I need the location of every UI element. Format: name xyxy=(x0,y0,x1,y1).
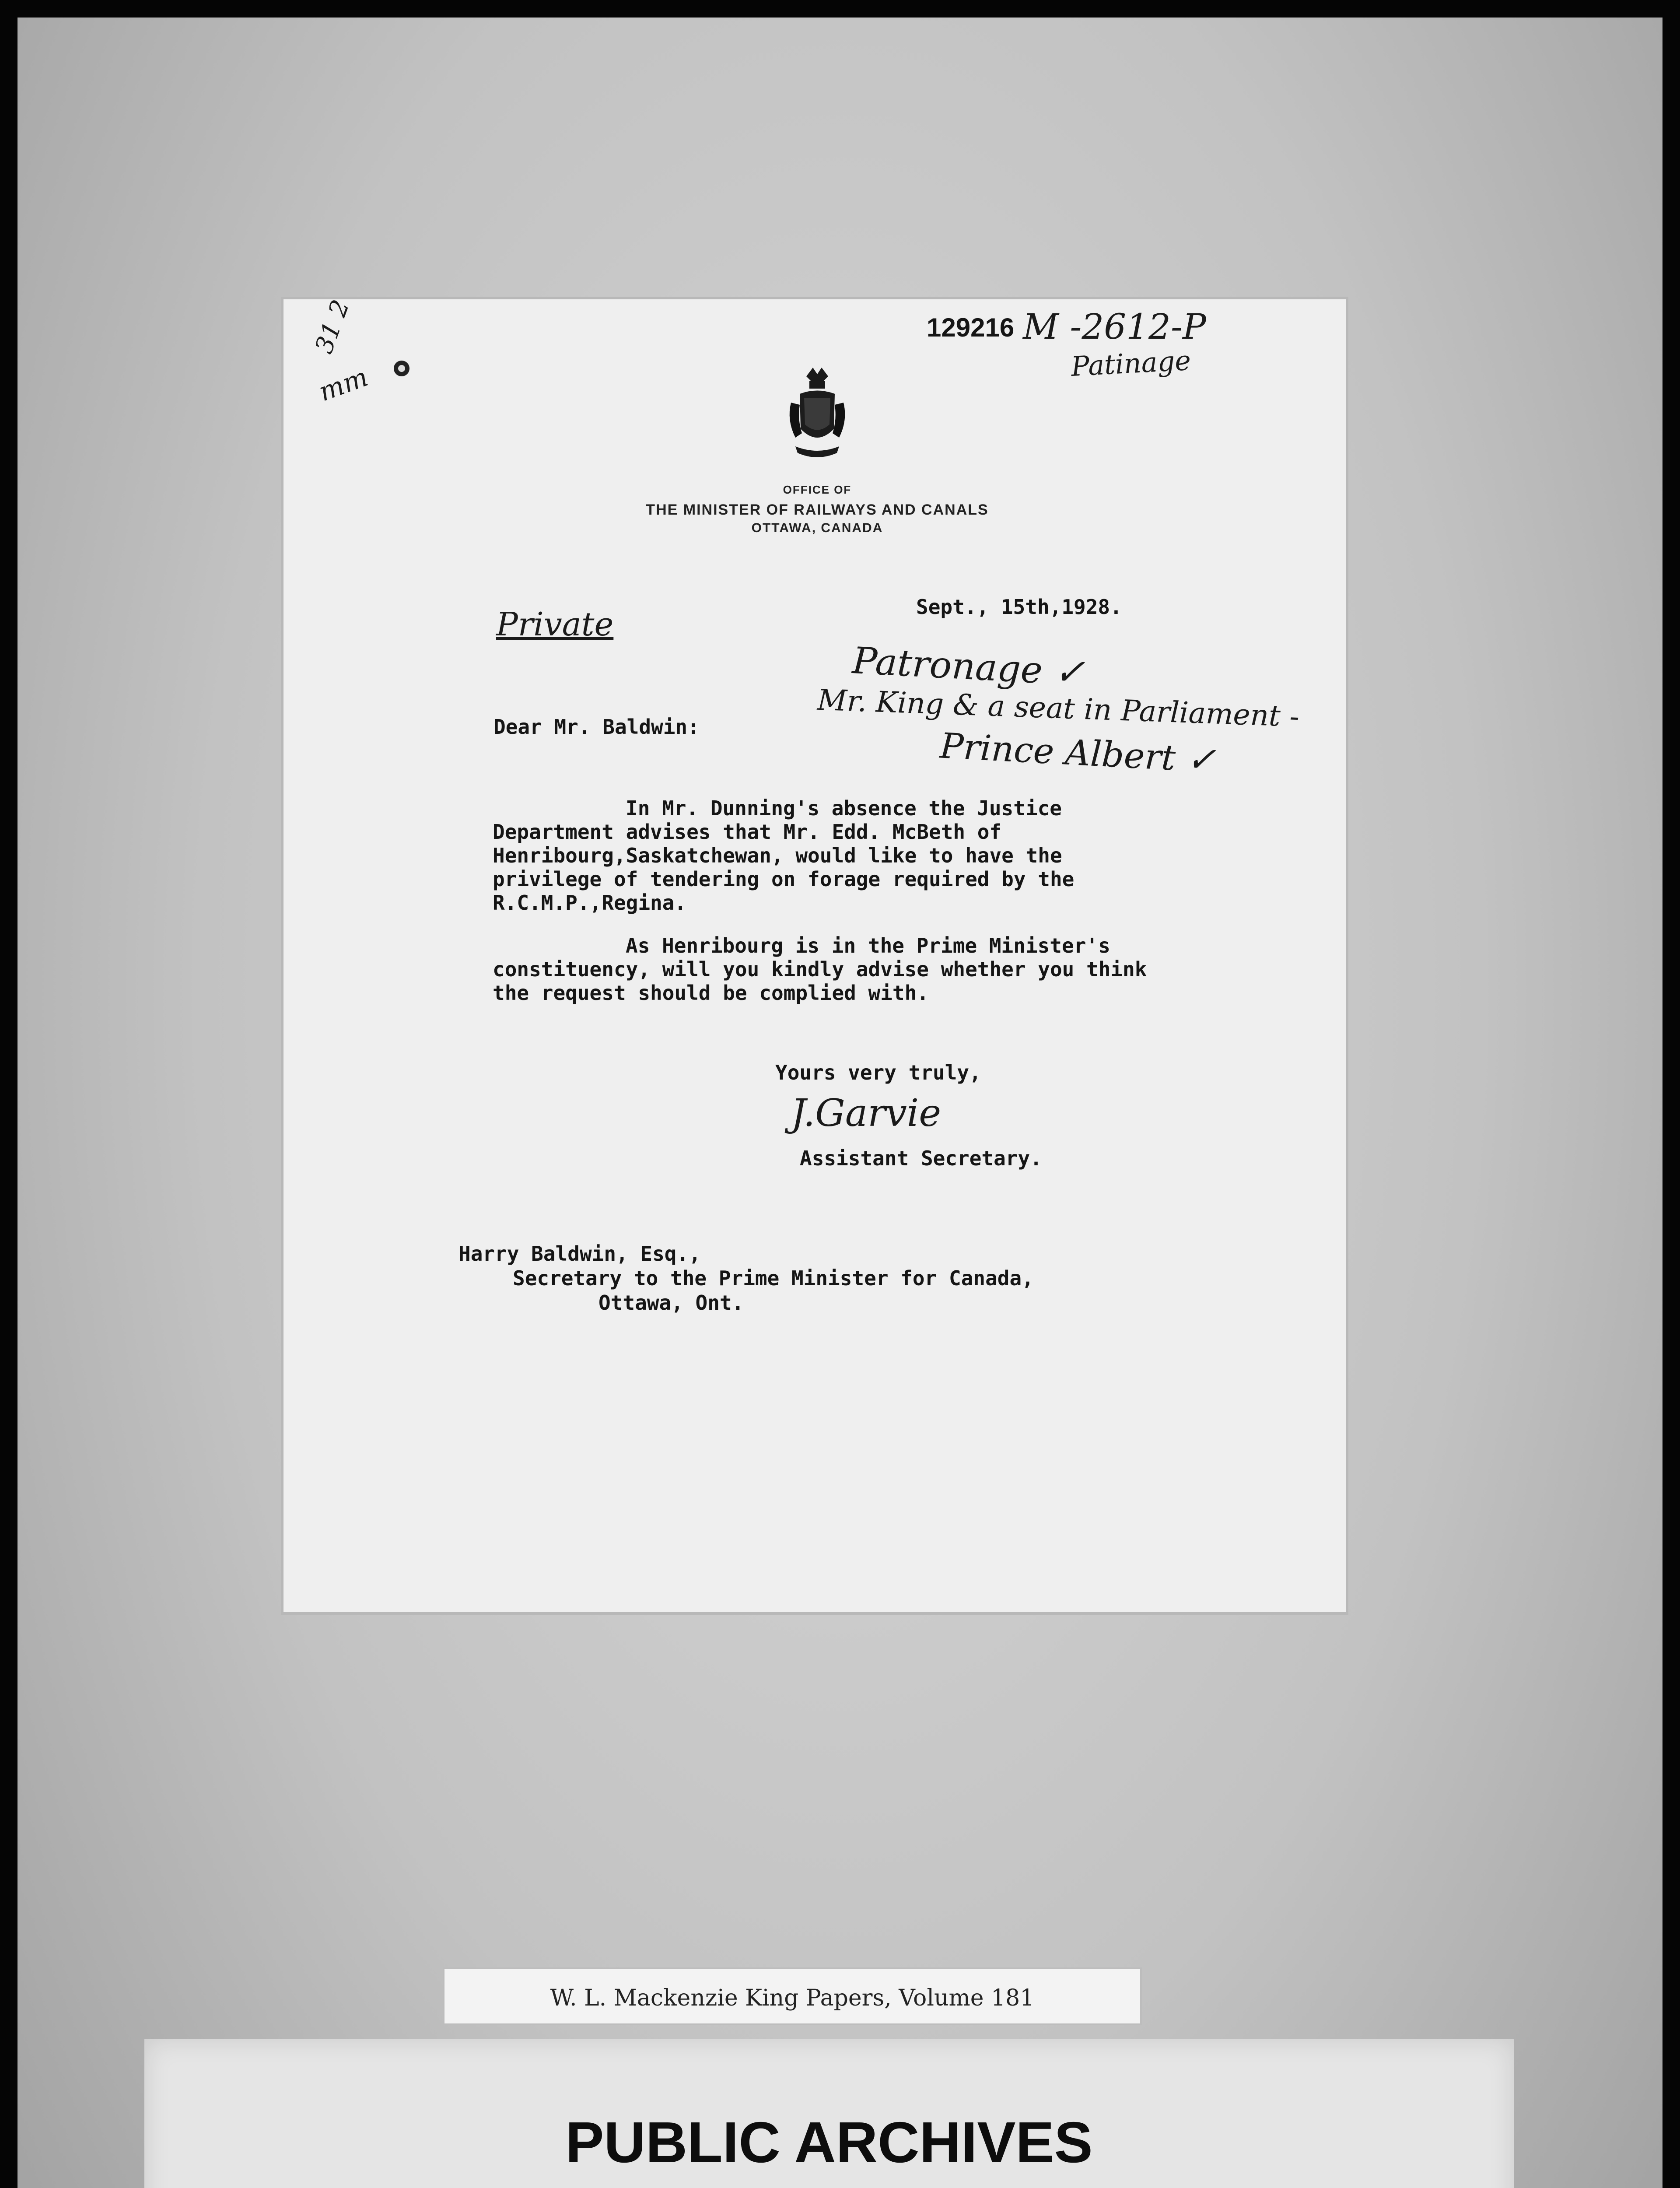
archive-line-public: PUBLIC ARCHIVES xyxy=(565,2110,1093,2174)
file-note: Patinage xyxy=(1070,344,1192,383)
signature: J.Garvie xyxy=(791,1091,942,1135)
film-border-top xyxy=(0,0,1680,18)
annotation-seat: Mr. King & a seat in Parliament - xyxy=(816,683,1300,734)
margin-note-1: 31 2 xyxy=(310,296,355,358)
paragraph-1-line-4: privilege of tendering on forage required by the xyxy=(493,867,1074,891)
letterhead-office-of: OFFICE OF xyxy=(783,483,852,496)
addressee-line-2: Secretary to the Prime Minister for Canada, xyxy=(513,1266,1034,1290)
letter-date: Sept., 15th,1928. xyxy=(916,595,1122,619)
collection-label-text: W. L. Mackenzie King Papers, Volume 181 xyxy=(550,1985,1035,2011)
addressee-line-1: Harry Baldwin, Esq., xyxy=(458,1242,701,1266)
coat-of-arms-icon xyxy=(782,363,852,468)
paragraph-1-line-3: Henribourg,Saskatchewan, would like to have the xyxy=(493,844,1062,867)
film-border-left xyxy=(0,0,18,2188)
collection-label xyxy=(444,1969,1140,2023)
salutation: Dear Mr. Baldwin: xyxy=(494,715,700,739)
private-note: Private xyxy=(496,606,614,643)
film-border-right xyxy=(1662,0,1680,2188)
paragraph-1-line-1: In Mr. Dunning's absence the Justice xyxy=(626,796,1062,820)
annotation-prince-albert: Prince Albert ✓ xyxy=(938,725,1217,781)
letter-page xyxy=(284,296,1346,1612)
addressee-line-3: Ottawa, Ont. xyxy=(598,1291,744,1315)
annotation-patronage: Patronage ✓ xyxy=(851,639,1086,694)
paragraph-1-line-5: R.C.M.P.,Regina. xyxy=(493,891,687,915)
closing: Yours very truly, xyxy=(775,1061,981,1084)
punch-hole xyxy=(394,361,410,376)
letterhead-minister: THE MINISTER OF RAILWAYS AND CANALS xyxy=(646,501,989,518)
margin-note-2: mm xyxy=(315,361,372,408)
file-code: M -2612-P xyxy=(1023,306,1206,347)
file-stamp: 129216 xyxy=(927,313,1015,342)
paragraph-2-line-2: constituency, will you kindly advise whether you think xyxy=(493,957,1147,981)
paragraph-1-line-2: Department advises that Mr. Edd. McBeth of xyxy=(493,820,1002,844)
paragraph-2-line-3: the request should be complied with. xyxy=(493,981,929,1005)
archive-card xyxy=(144,2039,1514,2188)
signatory-title: Assistant Secretary. xyxy=(800,1147,1042,1170)
paragraph-2-line-1: As Henribourg is in the Prime Minister's xyxy=(626,934,1110,957)
letterhead-place: OTTAWA, CANADA xyxy=(751,521,883,535)
